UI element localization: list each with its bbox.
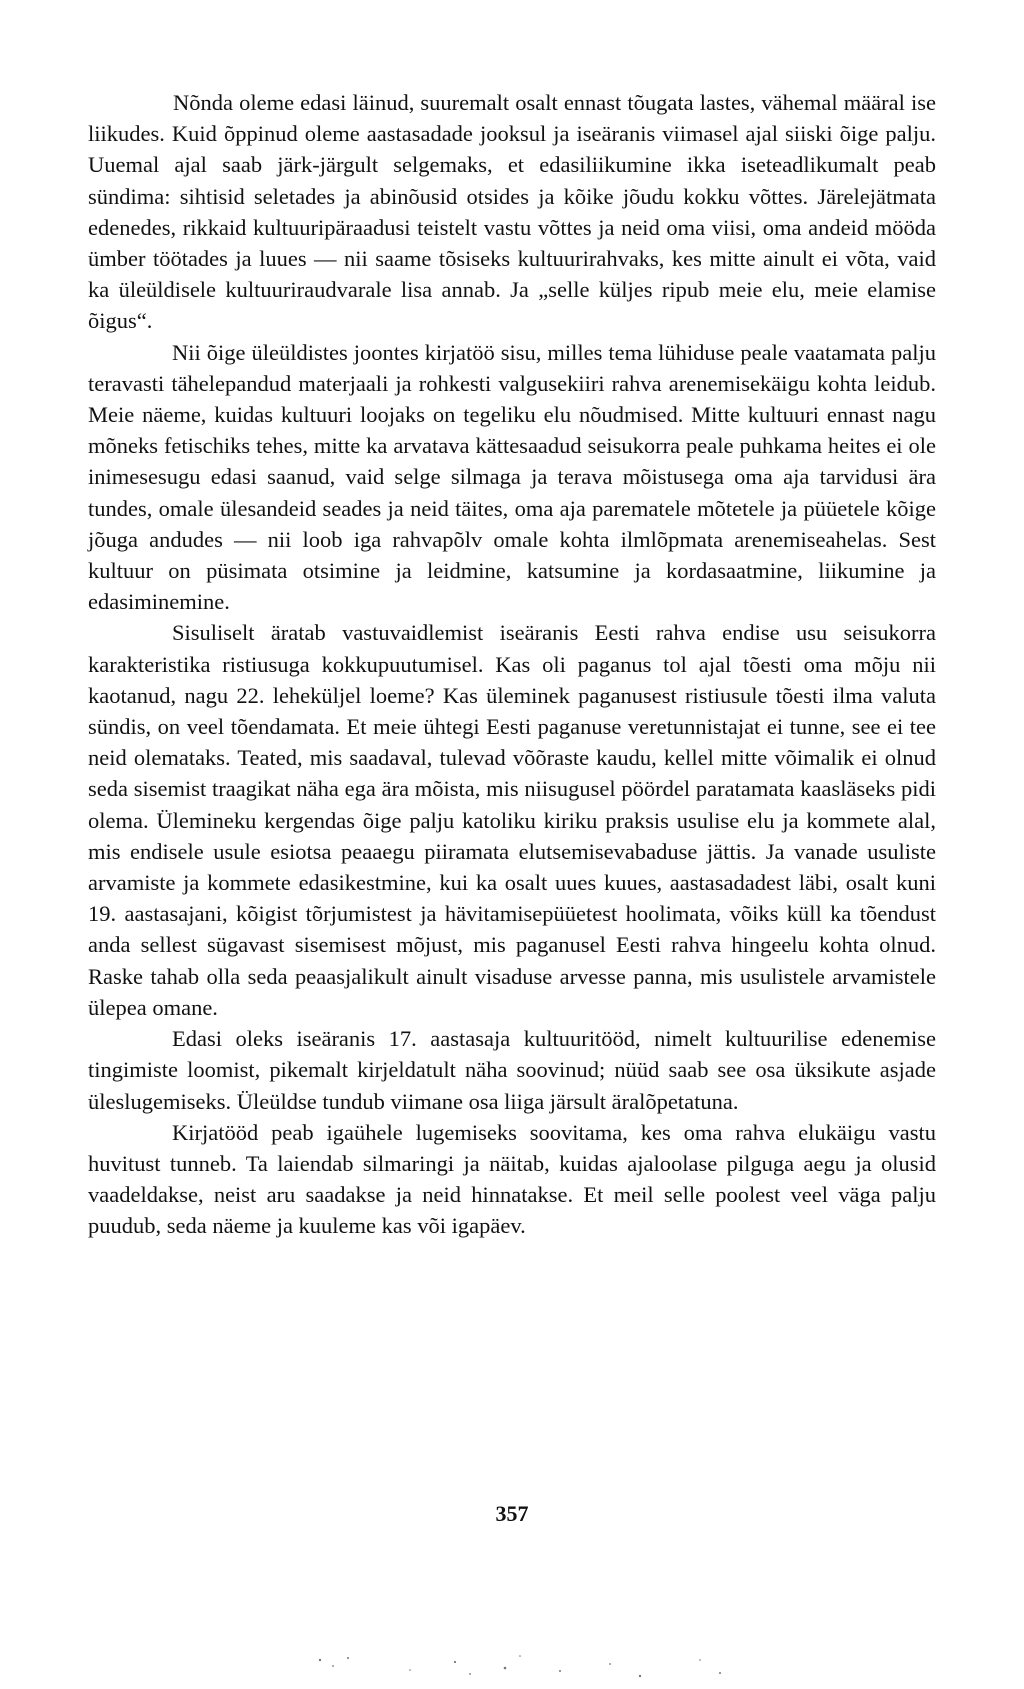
paragraph: Kirjatööd peab igaühele lugemiseks soovitama, kes oma rahva elukäigu vastu huvitust tunneb. Ta laiendab silmaringi ja näitab, kuidas ajaloolase pilguga aegu ja olusid vaadeldakse, neist aru saadakse ja neid hinnatakse. Et meil selle poolest veel väga palju puudub, seda näeme ja kuuleme kas või igapäev. (88, 1119, 936, 1239)
paragraph: Nõnda oleme edasi läinud, suuremalt osalt ennast tõugata lastes, vähemal määral ise liikudes. Kuid õppinud oleme aastasadade jooksul ja iseäranis viimasel ajal siiski õige palju. Uuemal ajal saab järk-järgult selgemaks, et edasiliikumine ikka iseteadlikumalt peab sündima: sihtisid seletades ja abinõusid otsides ja kõike jõudu kokku võttes. Järelejätmata edenedes, rikkaid kultuuripäraadusi teistelt vastu võttes ja neid oma viisi, oma andeid mööda ümber töötades ja luues — nii saame tõsiseks kultuurirahvaks, kes mitte ainult ei võta, vaid ka üleüldisele kultuuriraudvarale lisa annab. Ja „selle küljes ripub meie elu, meie elamise õigus“. (88, 90, 936, 334)
body-text (88, 87, 936, 1242)
paragraph: Nii õige üleüldistes joontes kirjatöö sisu, milles tema lühiduse peale vaatamata palju teravasti tähelepandud materjaali ja rohkesti valgusekiiri rahva arenemisekäigu kohta leidub. Meie näeme, kuidas kultuuri loojaks on tegeliku elu nõudmised. Mitte kultuuri ennast nagu mõneks fetischiks tehes, mitte ka arvatava kättesaadud seisukorra peale puhkama heites ei ole inimesesugu edasi saanud, vaid selge silmaga ja terava mõistusega oma aja tarvidusi ära tundes, omale ülesandeid seades ja neid täites, oma aja parematele mõtetele ja püüetele kõige jõuga andudes — nii loob iga rahvapõlv omale kohta ilmlõpmata arenemiseahelas. Sest kultuur on püsimata otsimine ja leidmine, katsumine ja kordasaatmine, liikumine ja edasiminemine. (88, 339, 936, 615)
scan-noise (0, 1640, 1024, 1689)
paragraph: Edasi oleks iseäranis 17. aastasaja kultuuritööd, nimelt kultuurilise edenemise tingimiste loomist, pikemalt kirjeldatult näha soovinud; nüüd saab see osa üksikute asjade üleslugemiseks. Üleüldse tundub viimane osa liiga järsult äralõpetatuna. (88, 1026, 936, 1114)
page-number: 357 (495, 1501, 529, 1526)
paragraph: Sisuliselt äratab vastuvaidlemist iseäranis Eesti rahva endise usu seisukorra karakteristika ristiusuga kokkupuutumisel. Kas oli paganus tol ajal tõesti oma mõju nii kaotanud, nagu 22. leheküljel loeme? Kas üleminek paganusest ristiusule tõesti ilma valuta sündis, on veel tõendamata. Et meie ühtegi Eesti paganuse veretunnistajat ei tunne, see ei tee neid olemataks. Teated, mis saadaval, tulevad võõraste kaudu, kellel mitte võimalik ei olnud seda sisemist traagikat näha ega ära mõista, mis niisugusel pöördel paratamata kaasläseks pidi olema. Ülemineku kergendas õige palju katoliku kiriku praksis usulise elu ja kommete alal, mis endisele usule esiotsa peaaegu piiramata elutsemisevabaduse jättis. Ja vanade usuliste arvamiste ja kommete edasikestmine, kui ka osalt uues kuues, aastasadadest läbi, osalt kuni 19. aastasajani, kõigist tõrjumistest ja hävitamisepüüetest hoolimata, võiks küll ka tõendust anda sellest sügavast sisemisest mõjust, mis paganusel Eesti rahva hingeelu kohta olnud. Raske tahab olla seda peaasjalikult ainult visaduse arvesse panna, mis usulistele arvamistele ülepea omane. (88, 620, 936, 1020)
